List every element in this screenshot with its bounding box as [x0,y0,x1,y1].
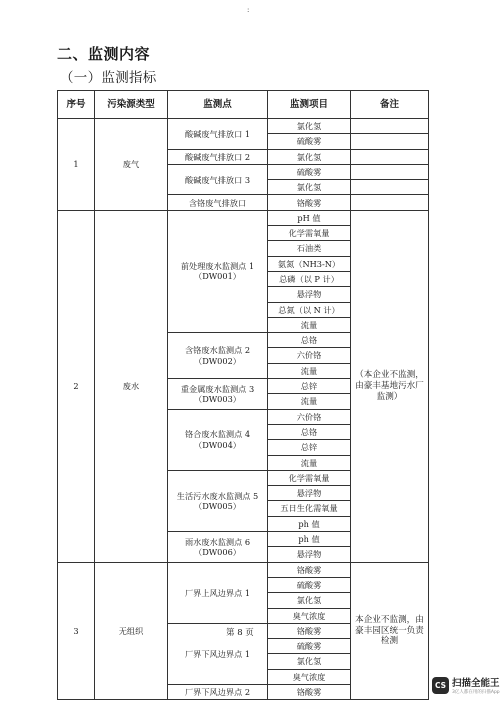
scanner-watermark [432,675,500,695]
row-number-cell: 2 [58,210,95,562]
monitoring-item-cell: 氯化氢 [268,180,351,195]
monitoring-item-cell: 硫酸雾 [268,577,351,592]
monitoring-item-cell: 硫酸雾 [268,639,351,654]
monitoring-item-cell: 化学需氧量 [268,226,351,241]
monitoring-item-cell: 铬酸雾 [268,684,351,699]
monitoring-item-cell: pH 值 [268,210,351,225]
monitoring-item-cell: 总氮（以 N 计） [268,302,351,317]
monitoring-item-cell: 化学需氧量 [268,470,351,485]
header-cell: 备注 [351,91,429,119]
table-row [58,562,429,577]
monitoring-item-cell: ph 值 [268,532,351,547]
remark-cell [351,180,429,195]
camscanner-logo-icon: CS [432,677,449,694]
monitoring-point-cell: 前处理废水监测点 1 （DW001） [168,210,268,332]
monitoring-item-cell: 氯化氢 [268,654,351,669]
row-number-cell: 1 [58,119,95,211]
monitoring-item-cell: 流量 [268,455,351,470]
page-number: 第 8 页 [226,628,254,638]
remark-cell [351,164,429,179]
monitoring-item-cell: 总磷（以 P 计） [268,271,351,286]
monitoring-item-cell: 铬酸雾 [268,562,351,577]
monitoring-item-cell: 悬浮物 [268,287,351,302]
monitoring-item-cell: 悬浮物 [268,547,351,562]
remark-cell [351,119,429,134]
monitoring-item-cell: 硫酸雾 [268,164,351,179]
remark-cell: 本企业不监测，由豪丰园区统一负责检测 [351,562,429,700]
monitoring-item-cell: 六价铬 [268,409,351,424]
monitoring-item-cell: 氨氮（NH3-N） [268,256,351,271]
subsection-title: （一）监测指标 [60,70,157,86]
header-cell: 污染源类型 [95,91,168,119]
monitoring-item-cell: 铬酸雾 [268,623,351,638]
monitoring-item-cell: 流量 [268,363,351,378]
scan-mark: : [247,6,250,14]
table-row [58,119,429,134]
monitoring-item-cell: 氯化氢 [268,149,351,164]
table-header-row [58,91,429,119]
monitoring-item-cell: 氯化氢 [268,593,351,608]
monitoring-item-cell: ph 值 [268,516,351,531]
monitoring-point-cell: 雨水废水监测点 6 （DW006） [168,532,268,563]
monitoring-item-cell: 硫酸雾 [268,134,351,149]
remark-cell [351,195,429,210]
monitoring-item-cell: 悬浮物 [268,486,351,501]
remark-cell [351,149,429,164]
scanner-app-name: 扫描全能王 [452,678,500,689]
monitoring-item-cell: 氯化氢 [268,119,351,134]
monitoring-item-cell: 六价铬 [268,348,351,363]
monitoring-item-cell: 流量 [268,317,351,332]
header-cell: 序号 [58,91,95,119]
monitoring-point-cell: 含铬废水监测点 2 （DW002） [168,333,268,379]
pollution-type-cell: 废水 [95,210,168,562]
monitoring-item-cell: 石油类 [268,241,351,256]
monitoring-item-cell: 铬酸雾 [268,195,351,210]
monitoring-point-cell: 重金属废水监测点 3 （DW003） [168,379,268,410]
monitoring-item-cell: 流量 [268,394,351,409]
monitoring-item-cell: 臭气浓度 [268,669,351,684]
table-row [58,210,429,225]
monitoring-point-cell: 厂界下风边界点 1 [168,623,268,684]
monitoring-item-cell: 总锌 [268,440,351,455]
monitoring-table [57,90,429,700]
monitoring-point-cell: 含铬废气排放口 [168,195,268,210]
monitoring-point-cell: 酸碱废气排放口 1 [168,119,268,150]
monitoring-item-cell: 总铬 [268,424,351,439]
remark-cell [351,134,429,149]
scanner-app-tagline: 3亿人都在用的扫描App [452,690,500,695]
monitoring-point-cell: 酸碱废气排放口 2 [168,149,268,164]
pollution-type-cell: 废气 [95,119,168,211]
header-cell: 监测点 [168,91,268,119]
monitoring-point-cell: 厂界上风边界点 1 [168,562,268,623]
monitoring-point-cell: 酸碱废气排放口 3 [168,164,268,195]
section-title: 二、监测内容 [57,45,151,63]
monitoring-item-cell: 五日生化需氧量 [268,501,351,516]
monitoring-point-cell: 铬合废水监测点 4 （DW004） [168,409,268,470]
table-body [58,119,429,700]
monitoring-item-cell: 总锌 [268,379,351,394]
pollution-type-cell: 无组织 [95,562,168,700]
monitoring-point-cell: 厂界下风边界点 2 [168,684,268,699]
monitoring-item-cell: 总铬 [268,333,351,348]
monitoring-item-cell: 臭气浓度 [268,608,351,623]
header-cell: 监测项目 [268,91,351,119]
monitoring-point-cell: 生活污水废水监测点 5（DW005） [168,470,268,531]
row-number-cell: 3 [58,562,95,700]
remark-cell: （本企业不监测，由豪丰基地污水厂监测） [351,210,429,562]
